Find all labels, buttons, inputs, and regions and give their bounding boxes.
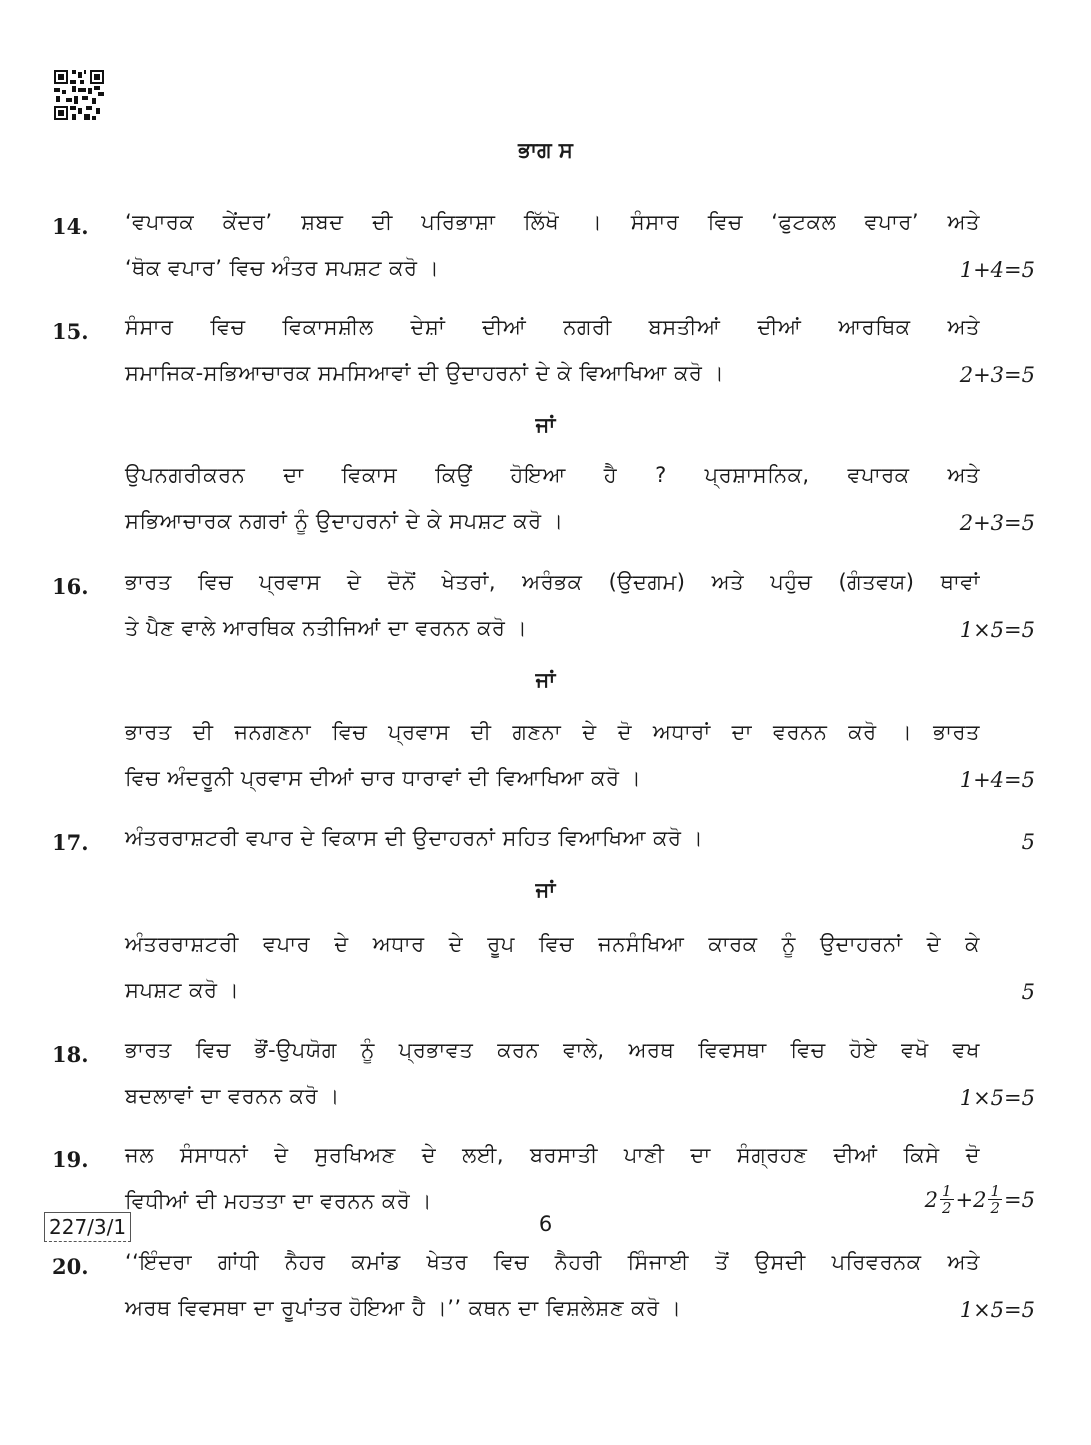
question-text-line: ਸਭਿਆਚਾਰਕ ਨਗਰਾਂ ਨੂੰ ਉਦਾਹਰਨਾਂ ਦੇ ਕੇ ਸਪਸ਼ਟ ਕਰੋ ।: [125, 509, 564, 533]
or-separator: ਜਾਂ: [535, 413, 556, 437]
marks-label: 1×5=5: [959, 1086, 1035, 1110]
question-number: 18.: [52, 1042, 89, 1067]
question-number: 14.: [52, 214, 89, 239]
question-text-line: ਵਿਧੀਆਂ ਦੀ ਮਹਤਤਾ ਦਾ ਵਰਨਨ ਕਰੋ ।: [125, 1189, 433, 1213]
marks-label: 5: [1021, 830, 1035, 854]
question-text-line: ‘ਥੋਕ ਵਪਾਰ’ ਵਿਚ ਅੰਤਰ ਸਪਸ਼ਟ ਕਰੋ ।: [125, 256, 440, 280]
question-number: 16.: [52, 574, 89, 599]
question-text-line: ਅਰਥ ਵਿਵਸਥਾ ਦਾ ਰੂਪਾਂਤਰ ਹੋਇਆ ਹੈ ।’’ ਕਥਨ ਦਾ ਵਿਸ਼ਲੇਸ਼ਣ ਕਰੋ ।: [125, 1296, 682, 1320]
page-number: 6: [538, 1212, 553, 1236]
marks-whole: 2: [924, 1187, 938, 1212]
fraction-numerator: 1: [941, 1182, 952, 1200]
qr-code-icon: [54, 70, 104, 120]
question-number: 15.: [52, 319, 89, 344]
marks-label: 2+3=5: [959, 363, 1035, 387]
question-number: 17.: [52, 830, 89, 855]
marks-label: 1+4=5: [959, 258, 1035, 282]
fraction-denominator: 2: [941, 1199, 952, 1217]
or-separator: ਜਾਂ: [535, 878, 556, 902]
fraction-denominator: 2: [990, 1199, 1001, 1217]
fraction-numerator: 1: [990, 1182, 1001, 1200]
question-text-line: ਭਾਰਤ ਵਿਚ ਭੌਂ-ਉਪਯੋਗ ਨੂੰ ਪ੍ਰਭਾਵਤ ਕਰਨ ਵਾਲੇ, ਅਰਥ ਵਿਵਸਥਾ ਵਿਚ ਹੋਏ ਵਖੋ ਵਖ: [125, 1038, 980, 1062]
question-text-line: ਸਪਸ਼ਟ ਕਰੋ ।: [125, 978, 240, 1002]
marks-label: 5: [1021, 980, 1035, 1004]
marks-label: 1×5=5: [959, 1298, 1035, 1322]
question-text-line: ‘ਵਪਾਰਕ ਕੇਂਦਰ’ ਸ਼ਬਦ ਦੀ ਪਰਿਭਾਸ਼ਾ ਲਿੱਖੋ । ਸੰਸਾਰ ਵਿਚ ‘ਫੁਟਕਲ ਵਪਾਰ’ ਅਤੇ: [125, 210, 980, 234]
question-text-line: ਅੰਤਰਰਾਸ਼ਟਰੀ ਵਪਾਰ ਦੇ ਵਿਕਾਸ ਦੀ ਉਦਾਹਰਨਾਂ ਸਹਿਤ ਵਿਆਖਿਆ ਕਰੋ ।: [125, 826, 704, 850]
question-text-line: ਬਦਲਾਵਾਂ ਦਾ ਵਰਨਨ ਕਰੋ ।: [125, 1084, 340, 1108]
question-text-line: ਵਿਚ ਅੰਦਰੂਨੀ ਪ੍ਰਵਾਸ ਦੀਆਂ ਚਾਰ ਧਾਰਾਵਾਂ ਦੀ ਵਿਆਖਿਆ ਕਰੋ ।: [125, 766, 642, 790]
question-text-line: ‘‘ਇੰਦਰਾ ਗਾਂਧੀ ਨੈਹਰ ਕਮਾਂਡ ਖੇਤਰ ਵਿਚ ਨੈਹਰੀ ਸਿੰਜਾਈ ਤੋਂ ਉਸਦੀ ਪਰਿਵਰਨਕ ਅਤੇ: [125, 1250, 980, 1274]
question-text-line: ਭਾਰਤ ਦੀ ਜਨਗਣਨਾ ਵਿਚ ਪ੍ਰਵਾਸ ਦੀ ਗਣਨਾ ਦੇ ਦੋ ਅਧਾਰਾਂ ਦਾ ਵਰਨਨ ਕਰੋ । ਭਾਰਤ: [125, 720, 980, 744]
question-text-line: ਸੰਸਾਰ ਵਿਚ ਵਿਕਾਸਸ਼ੀਲ ਦੇਸ਼ਾਂ ਦੀਆਂ ਨਗਰੀ ਬਸਤੀਆਂ ਦੀਆਂ ਆਰਥਿਕ ਅਤੇ: [125, 315, 980, 339]
or-separator: ਜਾਂ: [535, 668, 556, 692]
marks-total: =5: [1004, 1187, 1035, 1212]
question-text-line: ਅੰਤਰਰਾਸ਼ਟਰੀ ਵਪਾਰ ਦੇ ਅਧਾਰ ਦੇ ਰੂਪ ਵਿਚ ਜਨਸੰਖਿਆ ਕਾਰਕ ਨੂੰ ਉਦਾਹਰਨਾਂ ਦੇ ਕੇ: [125, 932, 980, 956]
marks-label: 2+3=5: [959, 511, 1035, 535]
question-number: 20.: [52, 1254, 89, 1279]
question-text-line: ਭਾਰਤ ਵਿਚ ਪ੍ਰਵਾਸ ਦੇ ਦੋਨੋਂ ਖੇਤਰਾਂ, ਅਰੰਭਕ (ਉਦਗਮ) ਅਤੇ ਪਹੁੰਚ (ਗੰਤਵਯ) ਥਾਵਾਂ: [125, 570, 980, 594]
question-text-line: ਸਮਾਜਿਕ-ਸਭਿਆਚਾਰਕ ਸਮਸਿਆਵਾਂ ਦੀ ਉਦਾਹਰਨਾਂ ਦੇ ਕੇ ਵਿਆਖਿਆ ਕਰੋ ।: [125, 361, 725, 385]
paper-code: 227/3/1: [44, 1212, 131, 1242]
marks-whole: 2: [973, 1187, 987, 1212]
marks-plus: +: [955, 1187, 974, 1212]
question-text-line: ਉਪਨਗਰੀਕਰਨ ਦਾ ਵਿਕਾਸ ਕਿਉਂ ਹੋਇਆ ਹੈ ? ਪ੍ਰਸ਼ਾਸਨਿਕ, ਵਪਾਰਕ ਅਤੇ: [125, 463, 980, 487]
question-text-line: ਤੇ ਪੈਣ ਵਾਲੇ ਆਰਥਿਕ ਨਤੀਜਿਆਂ ਦਾ ਵਰਨਨ ਕਰੋ ।: [125, 616, 528, 640]
marks-label: 1+4=5: [959, 768, 1035, 792]
question-text-line: ਜਲ ਸੰਸਾਧਨਾਂ ਦੇ ਸੁਰਖਿਅਣ ਦੇ ਲਈ, ਬਰਸਾਤੀ ਪਾਣੀ ਦਾ ਸੰਗ੍ਰਹਣ ਦੀਆਂ ਕਿਸੇ ਦੋ: [125, 1143, 980, 1167]
section-title: ਭਾਗ ਸ: [518, 138, 573, 162]
marks-label: 1×5=5: [959, 618, 1035, 642]
question-number: 19.: [52, 1147, 89, 1172]
